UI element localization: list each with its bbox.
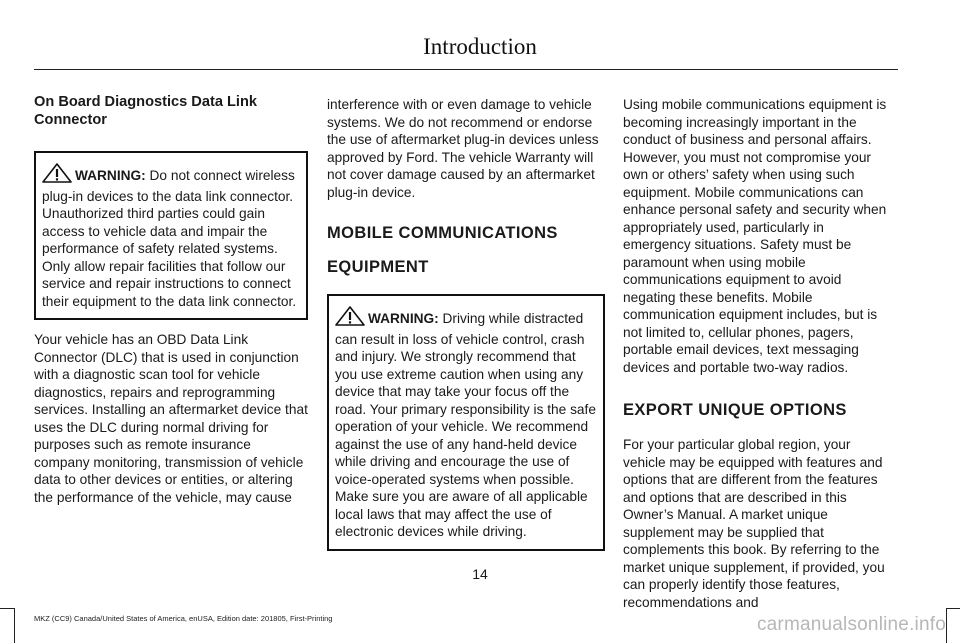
distraction-warning-box — [327, 294, 605, 551]
crop-mark — [0, 608, 14, 609]
crop-mark — [946, 608, 947, 643]
mobile-comm-heading-2: EQUIPMENT — [327, 258, 429, 276]
plugin-body-text: interference with or even damage to vehicle systems. We do not recommend or endorse the use of aftermarket plug-in devices unless approved by Ford. The vehicle Warranty will not cover damage caused by an aftermarket plug-in device. — [327, 97, 599, 200]
page-title: Introduction — [423, 34, 537, 59]
export-options-heading: EXPORT UNIQUE OPTIONS — [623, 401, 847, 419]
mobile-comm-body-text: Using mobile communications equipment is becoming increasingly important in the conduct of business and personal affairs. However, you must not compromise your own or others’ safety when using such equipment. Mobile communications can enhance personal safety and security when appropriately used, particularly in emergency situations. Safety must be paramount when using mobile communications equipment to avoid negating these benefits. Mobile communication equipment includes, but is not limited to, cellular phones, pagers, portable email devices, text messaging devices and portable two-way radios. — [623, 97, 887, 375]
obd-heading: On Board Diagnostics Data Link Connector — [34, 94, 257, 128]
column-1 — [34, 93, 308, 506]
crop-mark — [946, 608, 960, 609]
mobile-comm-heading-1: MOBILE COMMUNICATIONS — [327, 224, 558, 242]
watermark: carmanualsonline.info — [756, 614, 946, 635]
warning-triangle-icon — [42, 163, 72, 188]
warning-label: WARNING: — [75, 168, 146, 183]
header-divider — [34, 69, 898, 70]
distraction-warning-text: Driving while distracted can result in loss of vehicle control, crash and injury. We strongly recommend that you use extreme caution when using any device that may take your focus off the road. Your primary responsibility is the safe operation of your vehicle. We recommend against the use of any hand-held device while driving and encourage the use of voice-operated systems when possible. Make sure you are aware of all applicable local laws that may affect the use of electronic devices while driving. — [335, 311, 596, 539]
page-number: 14 — [472, 566, 488, 582]
export-options-body-text: For your particular global region, your vehicle may be equipped with features and options that are different from the features and options that are described in this Owner’s Manual. A market unique supplement may be supplied that complements this book. By referring to the market unique supplement, if provided, you can properly identify those features, recommendations and — [623, 437, 885, 610]
obd-warning-text: Do not connect wireless plug-in devices to the data link connector. Unauthorized third parties could gain access to vehicle data and impair the performance of safety related systems. Only allow repair facilities that follow our service and repair instructions to connect their equipment to the data link connector. — [42, 168, 297, 309]
column-3 — [623, 96, 895, 611]
crop-mark — [14, 608, 15, 643]
column-2 — [327, 96, 605, 551]
warning-label: WARNING: — [368, 311, 439, 326]
warning-triangle-icon — [335, 306, 365, 331]
edition-footer: MKZ (CC9) Canada/United States of America, enUSA, Edition date: 201805, First-Printing — [34, 614, 333, 623]
obd-warning-box — [34, 151, 308, 320]
obd-body-text: Your vehicle has an OBD Data Link Connector (DLC) that is used in conjunction with a diagnostic scan tool for vehicle diagnostics, repairs and reprogramming services. Installing an aftermarket device that uses the DLC during normal driving for purposes such as remote insurance company monitoring, transmission of vehicle data to other devices or entities, or altering the performance of the vehicle, may cause — [34, 332, 308, 505]
